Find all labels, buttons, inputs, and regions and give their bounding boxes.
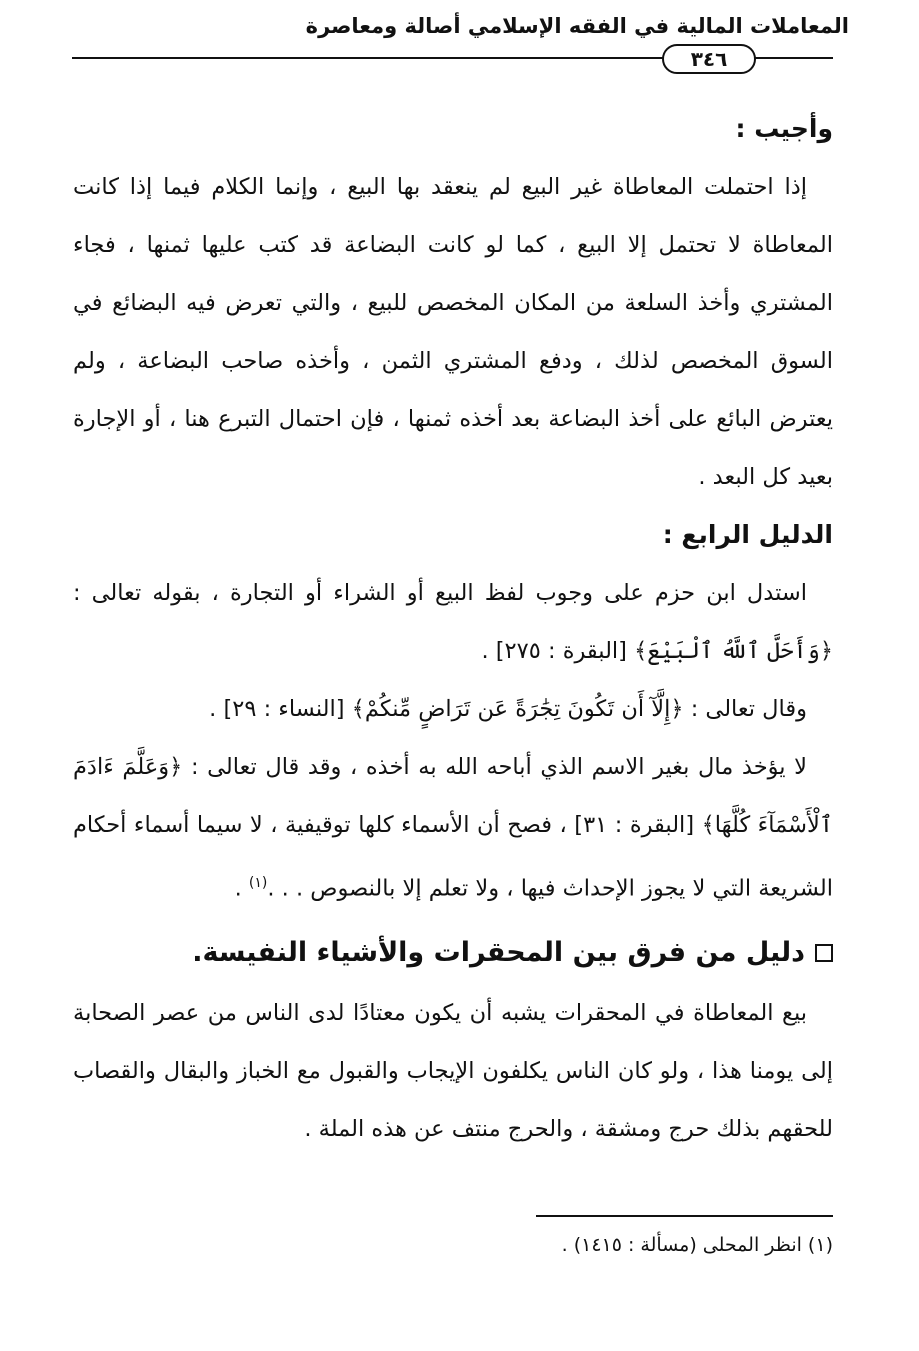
main-text xyxy=(73,100,833,1158)
footnote-marker: (١) xyxy=(248,875,268,891)
fourth-evidence-paragraph xyxy=(73,564,833,680)
section-paragraph: بيع المعاطاة في المحقرات يشبه أن يكون معتادًا لدى الناس من عصر الصحابة إلى يومنا هذا ، ولو كان الناس يكلفون الإيجاب والقبول مع الخباز والبقال والقصاب للحقهم بذلك حرج ومشقة ، والحرج منتف عن هذه الملة . xyxy=(73,999,833,1142)
names-paragraph-text: لا يؤخذ مال بغير الاسم الذي أباحه الله به أخذه ، وقد قال تعالى : xyxy=(190,754,807,780)
quran-verse-nisa-29: ﴿إِلَّآ أَن تَكُونَ تِجَٰرَةً عَن تَرَاضٍ مِّنكُمْ﴾ xyxy=(351,696,684,722)
running-header-title: المعاملات المالية في الفقه الإسلامي أصالة ومعاصرة xyxy=(305,14,849,38)
names-paragraph xyxy=(73,738,833,918)
footnote-rule xyxy=(536,1215,833,1217)
verse-reference: [البقرة : ٢٧٥] . xyxy=(481,638,627,664)
section-heading-text: دليل من فرق بين المحقرات والأشياء النفيسة. xyxy=(192,936,805,968)
names-paragraph-end: . xyxy=(234,875,249,902)
quran-verse-baqarah-31: ﴿وَعَلَّمَ ءَادَمَ ٱلْأَسْمَآءَ كُلَّهَا﴾ xyxy=(73,754,833,838)
fourth-evidence-heading: الدليل الرابع : xyxy=(662,520,833,549)
fourth-evidence-intro: استدل ابن حزم على وجوب لفظ البيع أو الشراء أو التجارة ، بقوله تعالى : xyxy=(73,580,807,606)
page-number: ٣٤٦ xyxy=(662,44,756,74)
answer-paragraph: إذا احتملت المعاطاة غير البيع لم ينعقد بها البيع ، وإنما الكلام فيما إذا كانت المعاطاة لا تحتمل إلا البيع ، كما لو كانت البضاعة قد كتب عليها ثمنها ، فجاء المشتري وأخذ السلعة من المكان المخصص للبيع ، والتي تعرض فيه البضائع في السوق المخصص لذلك ، ودفع المشتري الثمن ، وأخذه صاحب البضاعة ، ولم يعترض البائع على أخذ البضاعة بعد أخذه ثمنها ، فإن احتمال التبرع هنا ، أو الإجارة بعيد كل البعد . xyxy=(73,174,833,490)
footnote: (١) انظر المحلى (مسألة : ١٤١٥) . xyxy=(561,1234,833,1256)
second-verse-prefix: وقال تعالى : xyxy=(690,696,807,722)
verse-reference: [النساء : ٢٩] . xyxy=(209,696,345,722)
names-paragraph-rest: [البقرة : ٣١] ، فصح أن الأسماء كلها توقيفية ، لا سيما أسماء أحكام الشريعة التي لا يجوز الإحداث فيها ، ولا تعلم إلا بالنصوص . . . xyxy=(73,812,833,902)
section-heading xyxy=(73,922,833,984)
answer-heading: وأجيب : xyxy=(735,114,833,143)
quran-verse-baqarah-275: ﴿وَأَحَلَّ ٱللَّهُ ٱلْبَيْعَ﴾ xyxy=(634,638,833,664)
checkbox-square-icon xyxy=(815,944,833,962)
second-verse-paragraph xyxy=(73,680,833,738)
